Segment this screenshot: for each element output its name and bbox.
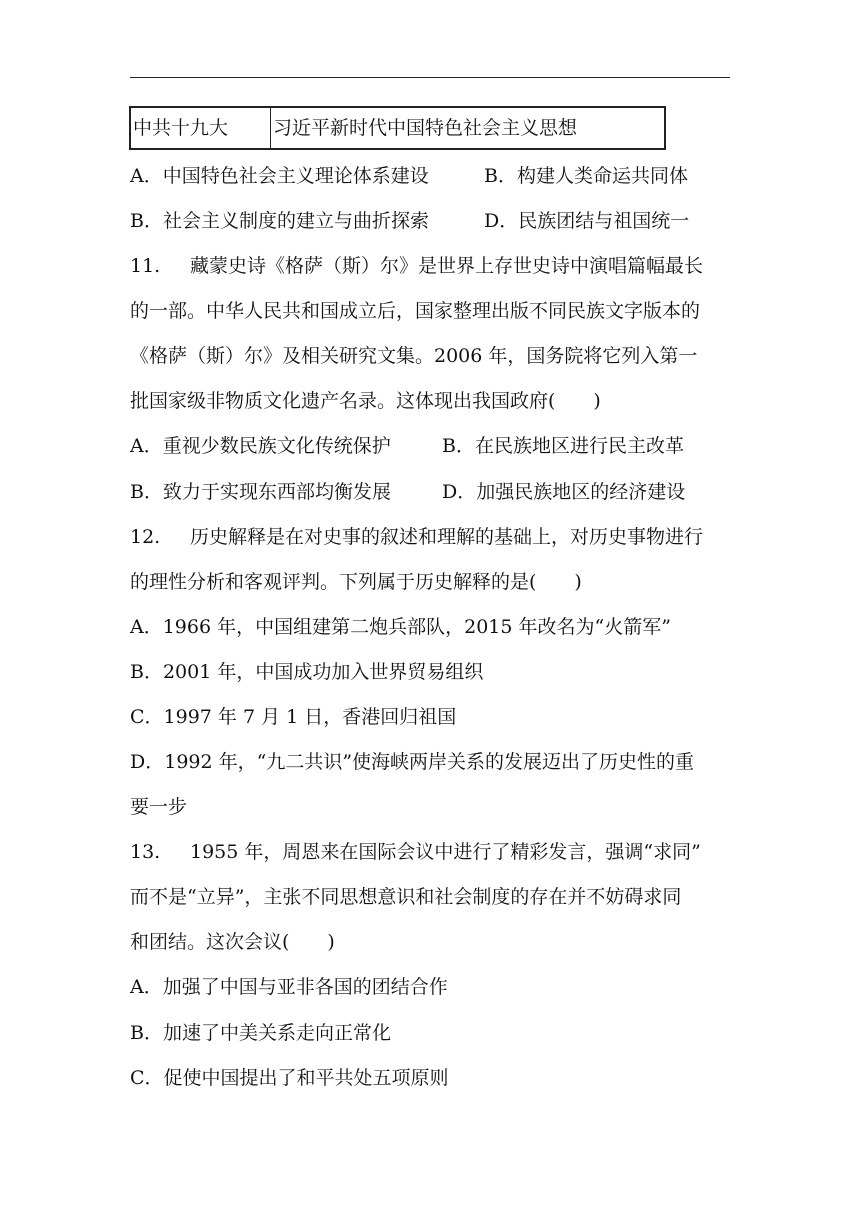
q13-stem-line3: 和团结。这次会议( ) xyxy=(130,931,335,953)
q11-stem-line4: 批国家级非物质文化遗产名录。这体现出我国政府( ) xyxy=(130,390,601,412)
q13-stem-line1 xyxy=(130,839,701,867)
header-rule xyxy=(130,77,730,78)
q10-options-row2 xyxy=(130,208,690,234)
q11-option-d: D．加强民族地区的经济建设 xyxy=(442,481,686,503)
table-cell-event: 中共十九大 xyxy=(131,108,271,148)
q12-option-a: A．1966 年，中国组建第二炮兵部队，2015 年改名为“火箭军” xyxy=(130,616,671,638)
q13-text-1: 1955 年，周恩来在国际会议中进行了精彩发言，强调“求同” xyxy=(190,841,701,863)
question-table xyxy=(129,106,666,150)
q12-option-d-line1: D．1992 年，“九二共识”使海峡两岸关系的发展迈出了历史性的重 xyxy=(130,751,695,773)
q11-text-1: 藏蒙史诗《格萨（斯）尔》是世界上存世史诗中演唱篇幅最长 xyxy=(190,255,704,277)
q11-options-row2 xyxy=(130,479,686,505)
q11-stem-line2: 的一部。中华人民共和国成立后，国家整理出版不同民族文字版本的 xyxy=(130,300,701,322)
q13-number: 13. xyxy=(130,841,161,863)
q10-option-b: B．构建人类命运共同体 xyxy=(484,165,688,187)
q10-options-row1 xyxy=(130,163,688,189)
q11-stem-line1 xyxy=(130,253,703,281)
q11-option-a: A．重视少数民族文化传统保护 xyxy=(130,435,391,457)
q11-options-row1 xyxy=(130,433,684,459)
q11-option-b: B．在民族地区进行民主改革 xyxy=(442,435,684,457)
q12-text-1: 历史解释是在对史事的叙述和理解的基础上，对历史事物进行 xyxy=(190,526,704,548)
q10-option-c: B．社会主义制度的建立与曲折探索 xyxy=(130,210,429,232)
q12-number: 12. xyxy=(130,526,161,548)
q12-option-c: C．1997 年 7 月 1 日，香港回归祖国 xyxy=(130,706,457,728)
table-cell-theory: 习近平新时代中国特色社会主义思想 xyxy=(273,117,578,139)
q12-option-d-line2: 要一步 xyxy=(130,796,188,818)
q13-option-b: B．加速了中美关系走向正常化 xyxy=(130,1022,391,1044)
q13-option-c: C．促使中国提出了和平共处五项原则 xyxy=(130,1067,449,1089)
q12-stem-line1 xyxy=(130,524,703,552)
q10-option-a: A．中国特色社会主义理论体系建设 xyxy=(130,165,429,187)
q10-option-d: D．民族团结与祖国统一 xyxy=(484,210,690,232)
q11-number: 11. xyxy=(130,255,161,277)
q12-option-b: B．2001 年，中国成功加入世界贸易组织 xyxy=(130,661,484,683)
q13-option-a: A．加强了中国与亚非各国的团结合作 xyxy=(130,976,448,998)
q13-stem-line2: 而不是“立异”，主张不同思想意识和社会制度的存在并不妨碍求同 xyxy=(130,886,682,908)
q11-stem-line3: 《格萨（斯）尔》及相关研究文集。2006 年，国务院将它列入第一 xyxy=(130,345,698,367)
q11-option-c: B．致力于实现东西部均衡发展 xyxy=(130,481,391,503)
q12-stem-line2: 的理性分析和客观评判。下列属于历史解释的是( ) xyxy=(130,571,582,593)
